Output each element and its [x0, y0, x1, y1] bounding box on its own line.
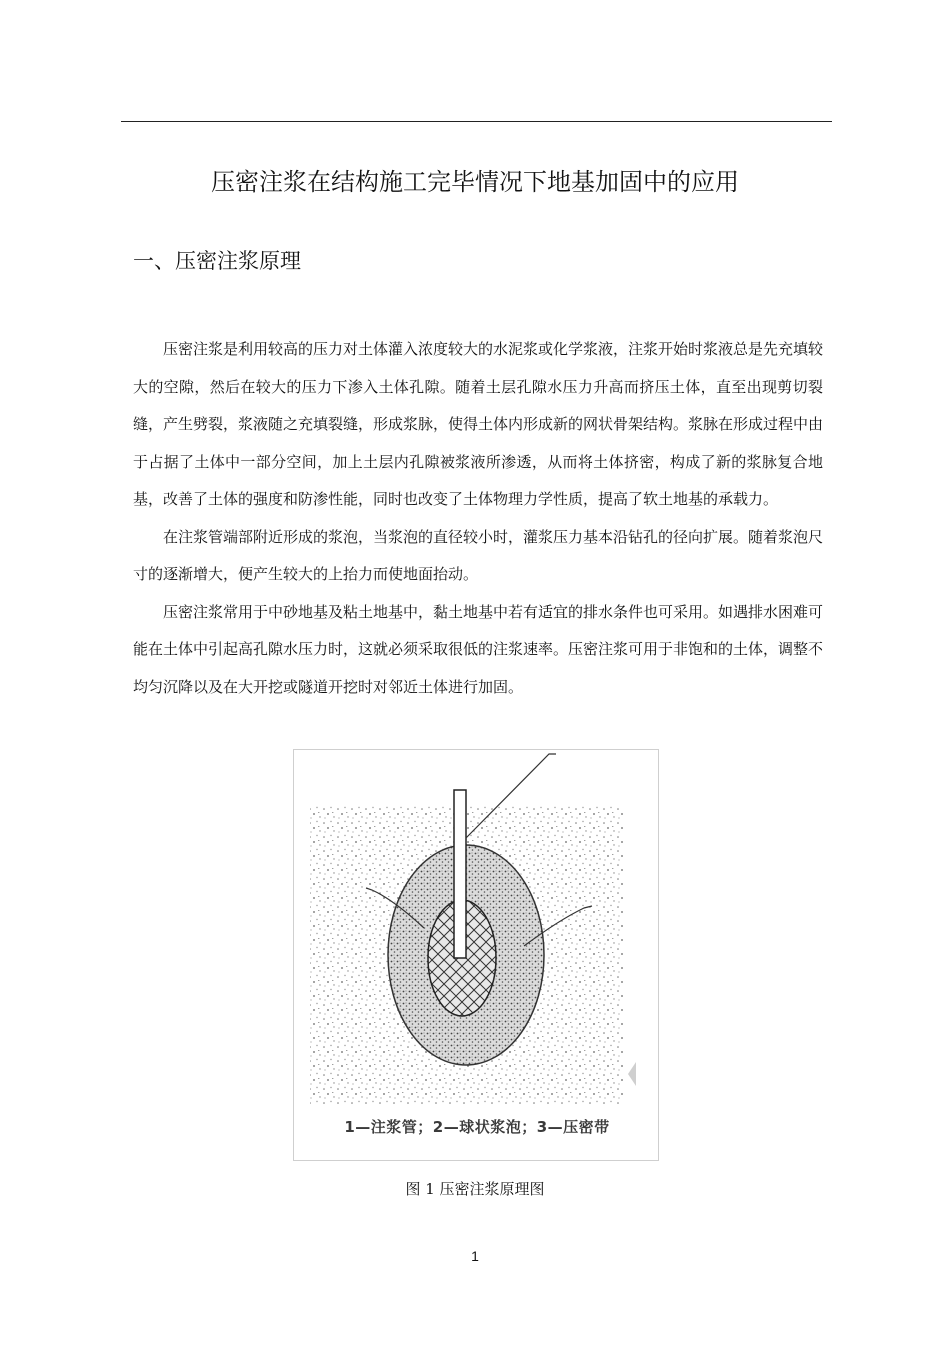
- paragraph: 在注浆管端部附近形成的浆泡，当浆泡的直径较小时，灌浆压力基本沿钻孔的径向扩展。随着浆泡尺寸的逐渐增大，便产生较大的上抬力而使地面抬动。: [133, 527, 824, 583]
- grouting-diagram: [294, 750, 658, 1160]
- section-heading: 一、压密注浆原理: [133, 249, 301, 273]
- grout-pipe: [454, 790, 466, 958]
- scroll-marker: [628, 1062, 636, 1086]
- header-rule: [121, 121, 832, 122]
- page-number: 1: [471, 1248, 479, 1264]
- figure-legend: 1—注浆管；2—球状浆泡；3—压密带: [344, 1118, 610, 1136]
- paragraph: 压密注浆是利用较高的压力对土体灌入浓度较大的水泥浆或化学浆液，注浆开始时浆液总是先充填较大的空隙，然后在较大的压力下渗入土体孔隙。随着土层孔隙水压力升高而挤压土体，直至出现剪切裂缝，产生劈裂，浆液随之充填裂缝，形成浆脉，使得土体内形成新的网状骨架结构。浆脉在形成过程中由于占据了土体中一部分空间，加上土层内孔隙被浆液所渗透，从而将土体挤密，构成了新的浆脉复合地基，改善了土体的强度和防渗性能，同时也改变了土体物理力学性质，提高了软土地基的承载力。: [133, 340, 824, 508]
- grouting-principle-figure: [293, 749, 659, 1161]
- figure-caption: 图 1 压密注浆原理图: [405, 1180, 545, 1198]
- paragraph: 压密注浆常用于中砂地基及粘土地基中，黏土地基中若有适宜的排水条件也可采用。如遇排水困难可能在土体中引起高孔隙水压力时，这就必须采取很低的注浆速率。压密注浆可用于非饱和的土体，调整不均匀沉降以及在大开挖或隧道开挖时对邻近土体进行加固。: [133, 602, 824, 696]
- body-text: [133, 331, 823, 706]
- document-title: 压密注浆在结构施工完毕情况下地基加固中的应用: [211, 168, 739, 196]
